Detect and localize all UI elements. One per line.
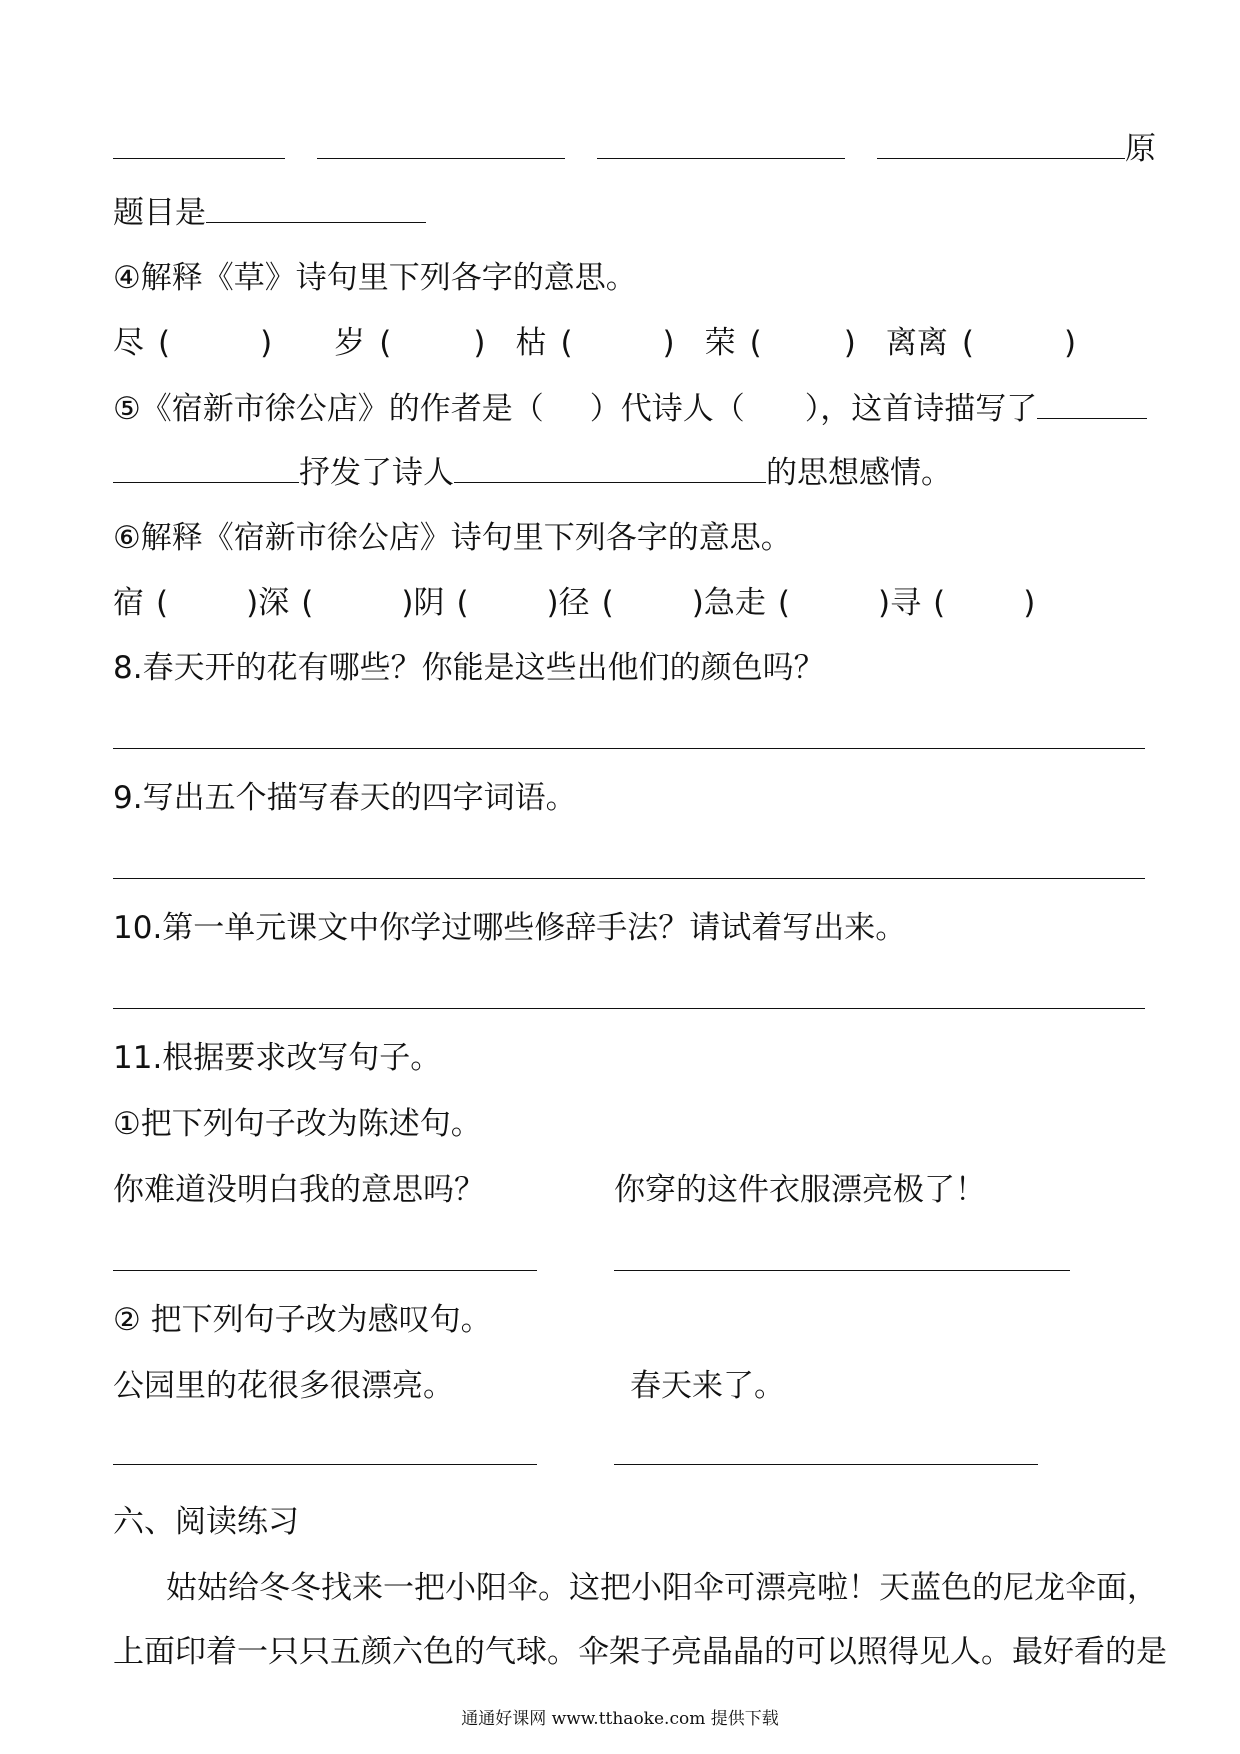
footer-watermark: 通通好课网 www.tthaoke.com 提供下载 [461,1709,779,1729]
question-8: 8.春天开的花有哪些？你能是这些出他们的颜色吗？ [113,650,825,686]
answer-line[interactable] [614,1464,1038,1465]
item5-text: ⑤《宿新市徐公店》的作者是（ [113,391,544,427]
q11-sub2-sentence-b: 春天来了。 [630,1368,785,1404]
answer-line[interactable] [113,1270,537,1271]
word-label: 径 [558,585,590,621]
word-label: 岁 [334,325,366,361]
answer-blank[interactable] [597,128,845,159]
section-6-title: 六、阅读练习 [113,1504,299,1540]
question-11: 11.根据要求改写句子。 [113,1040,442,1076]
answer-blank[interactable] [317,128,565,159]
word-label: 寻 [890,585,922,621]
word-label: 离离 [885,325,948,361]
word-label: 急走 [703,585,766,621]
word-label: 宿 [113,585,144,621]
q11-sub1-heading: ①把下列句子改为陈述句。 [113,1106,482,1142]
item5-text: ），这首诗描写了 [804,391,1038,427]
line-end-text: 原 [1125,131,1156,167]
item5-line [113,388,1147,429]
item6-heading: ⑥解释《宿新市徐公店》诗句里下列各字的意思。 [113,520,792,556]
answer-blank[interactable] [1037,388,1147,419]
item4-word-row: 尽 ( ) 岁 ( ) 枯 ( ) 荣 ( ) 离离 ( ) [113,325,1077,361]
word-label: 荣 [704,325,736,361]
q11-sub2-heading: ② 把下列句子改为感叹句。 [113,1302,492,1338]
item5-text: ）代诗人（ [589,391,745,427]
answer-blank[interactable] [113,128,285,159]
answer-line[interactable] [113,878,1145,879]
original-title-label: 题目是 [113,195,206,231]
word-label: 枯 [515,325,547,361]
question-9: 9.写出五个描写春天的四字词语。 [113,780,577,816]
q11-sub1-sentence-a: 你难道没明白我的意思吗？ [113,1172,485,1208]
item5-continuation [113,452,952,493]
item4-heading: ④解释《草》诗句里下列各字的意思。 [113,260,637,296]
answer-blank[interactable] [454,452,766,483]
answer-line[interactable] [113,748,1145,749]
title-blanks-line [113,128,1156,169]
answer-line[interactable] [614,1270,1070,1271]
original-title-line [113,192,426,233]
word-label: 尽 [113,325,144,361]
answer-line[interactable] [113,1464,537,1465]
question-10: 10.第一单元课文中你学过哪些修辞手法？请试着写出来。 [113,910,907,946]
answer-blank[interactable] [113,452,299,483]
q11-sub1-sentence-b: 你穿的这件衣服漂亮极了！ [614,1172,986,1208]
item5-text: 抒发了诗人 [299,455,454,491]
word-label: 阴 [413,585,445,621]
passage-line-1: 姑姑给冬冬找来一把小阳伞。这把小阳伞可漂亮啦！天蓝色的尼龙伞面， [166,1570,1158,1606]
item5-text: 的思想感情。 [766,455,952,491]
answer-line[interactable] [113,1008,1145,1009]
q11-sub2-sentence-a: 公园里的花很多很漂亮。 [113,1368,454,1404]
passage-line-2: 上面印着一只只五颜六色的气球。伞架子亮晶晶的可以照得见人。最好看的是 [113,1634,1167,1670]
item6-word-row: 宿 ( )深 ( )阴 ( )径 ( )急走 ( )寻 ( ) [113,585,1036,621]
answer-blank[interactable] [877,128,1125,159]
word-label: 深 [258,585,290,621]
answer-blank[interactable] [206,192,426,223]
